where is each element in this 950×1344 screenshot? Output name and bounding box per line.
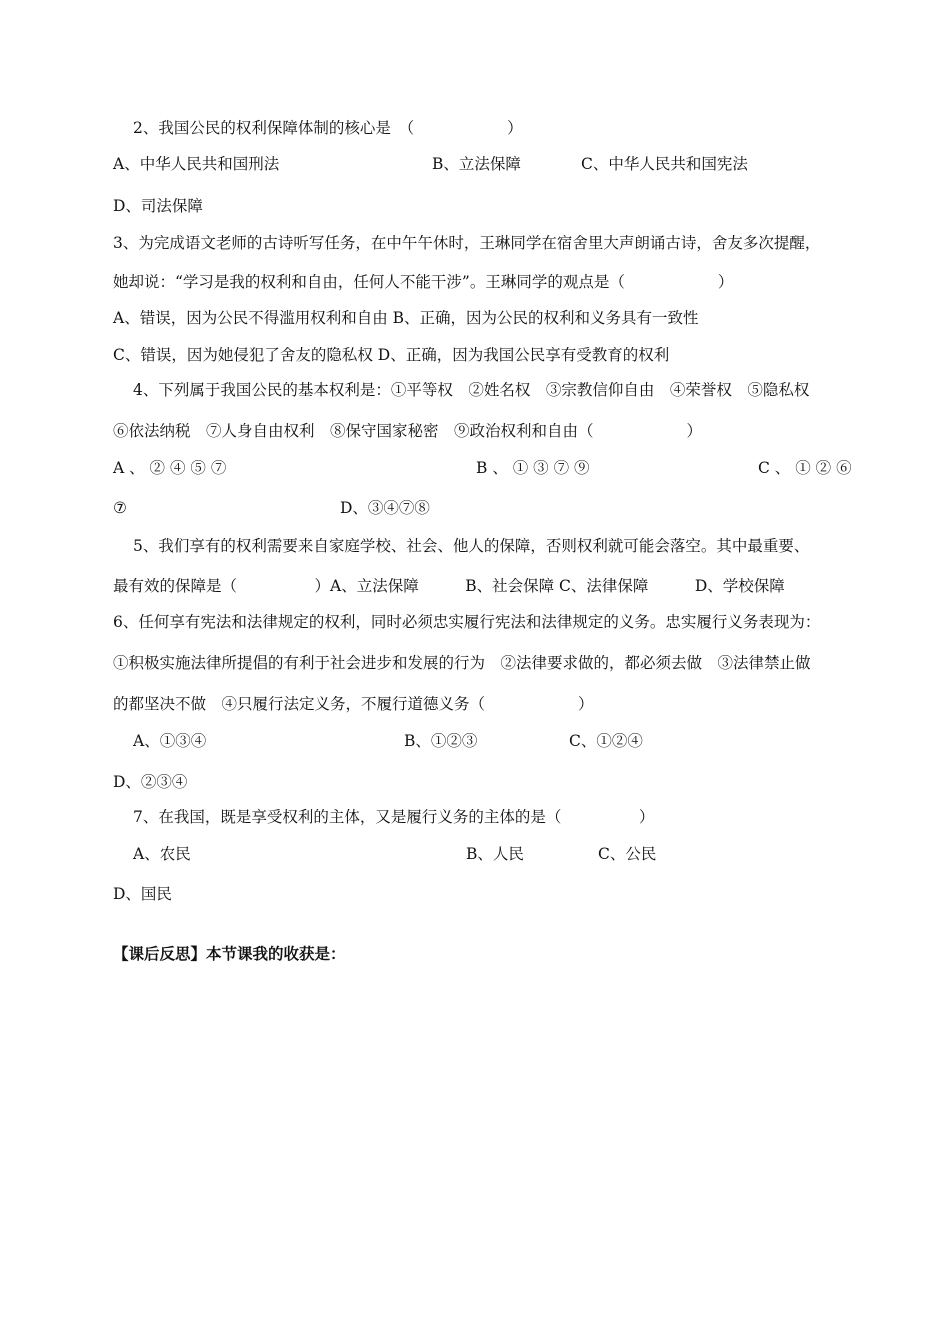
q2-stem: 2、我国公民的权利保障体制的核心是 （ ） xyxy=(133,119,523,137)
q2-option-a: A、中华人民共和国刑法 xyxy=(113,155,280,173)
q6-option-a: A、①③④ xyxy=(133,732,207,750)
q7-option-c: C、公民 xyxy=(598,845,657,863)
q3-stem-line1: 3、为完成语文老师的古诗听写任务，在中午午休时，王琳同学在宿舍里大声朗诵古诗，舍友多次提醒， xyxy=(113,234,821,252)
q6-stem-line1: 6、任何享有宪法和法律规定的权利，同时必须忠实履行宪法和法律规定的义务。忠实履行义务表现为： xyxy=(113,613,821,631)
q7-option-b: B、人民 xyxy=(466,845,524,863)
q5-stem-line2: 最有效的保障是（ ）A、立法保障 B、社会保障 C、法律保障 D、学校保障 xyxy=(113,577,785,595)
q3-options-ab: A、错误，因为公民不得滥用权利和自由 B、正确，因为公民的权利和义务具有一致性 xyxy=(113,309,699,327)
q6-option-d: D、②③④ xyxy=(113,773,188,791)
q4-option-c: C 、 ① ② ⑥ xyxy=(758,459,852,477)
q7-option-a: A、农民 xyxy=(133,845,191,863)
q2-option-b: B、立法保障 xyxy=(432,155,521,173)
q7-stem: 7、在我国，既是享受权利的主体，又是履行义务的主体的是（ ） xyxy=(133,808,655,826)
q4-option-c-continued: ⑦ xyxy=(113,499,127,517)
q6-option-c: C、①②④ xyxy=(569,732,643,750)
q6-option-b: B、①②③ xyxy=(404,732,478,750)
q6-stem-line2: ①积极实施法律所提倡的有利于社会进步和发展的行为 ②法律要求做的，都必须去做 ③法律禁止做 xyxy=(113,654,811,672)
q4-stem-line2: ⑥依法纳税 ⑦人身自由权利 ⑧保守国家秘密 ⑨政治权利和自由（ ） xyxy=(113,422,703,440)
reflection-heading: 【课后反思】本节课我的收获是： xyxy=(113,945,346,963)
q3-options-cd: C、错误，因为她侵犯了舍友的隐私权 D、正确，因为我国公民享有受教育的权利 xyxy=(113,346,670,364)
q3-stem-line2: 她却说：“学习是我的权利和自由，任何人不能干涉”。王琳同学的观点是（ ） xyxy=(113,273,734,291)
q4-option-d: D、③④⑦⑧ xyxy=(340,499,430,517)
q4-option-b: B 、 ① ③ ⑦ ⑨ xyxy=(476,459,590,477)
q2-option-d: D、司法保障 xyxy=(113,197,203,215)
q5-stem-line1: 5、我们享有的权利需要来自家庭学校、社会、他人的保障，否则权利就可能会落空。其中最重要、 xyxy=(133,537,810,555)
q7-option-d: D、国民 xyxy=(113,885,172,903)
q6-stem-line3: 的都坚决不做 ④只履行法定义务，不履行道德义务（ ） xyxy=(113,695,594,713)
q4-option-a: A 、 ② ④ ⑤ ⑦ xyxy=(113,459,227,477)
q2-option-c: C、中华人民共和国宪法 xyxy=(581,155,748,173)
q4-stem-line1: 4、下列属于我国公民的基本权利是：①平等权 ②姓名权 ③宗教信仰自由 ④荣誉权 ⑤隐私权 xyxy=(133,381,810,399)
